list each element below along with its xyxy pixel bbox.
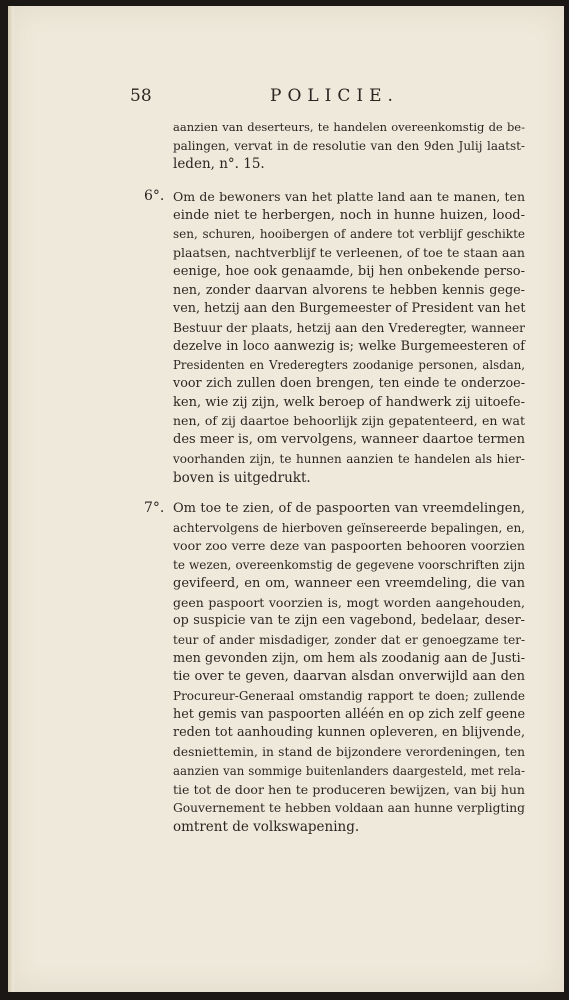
text-line: tie over te geven, daarvan alsdan onverwijld aan den (173, 669, 525, 685)
text-line: eenige, hoe ook genaamde, bij hen onbekende perso- (173, 263, 525, 279)
text-line: tie tot de door hen te produceren bewijzen, van bij hun (173, 781, 525, 797)
item-marker-7: 7°. (144, 500, 165, 516)
text-line: ken, wie zij zijn, welk beroep of handwerk zij uitoefe- (173, 394, 525, 410)
text-line: Gouvernement te hebben voldaan aan hunne verpligting (173, 801, 525, 816)
text-line: gevifeerd, en om, wanneer een vreemdeling, die van (173, 575, 525, 591)
text-line: het gemis van paspoorten alléén en op zich zelf geene (173, 706, 525, 722)
text-line: achtervolgens de hierboven geïnsereerde bepalingen, en, (173, 520, 525, 535)
text-line: op suspicie van te zijn een vagebond, bedelaar, deser- (173, 613, 525, 629)
text-line: Bestuur der plaats, hetzij aan den Vrederegter, wanneer (173, 320, 525, 335)
text-line: des meer is, om vervolgens, wanneer daartoe termen (173, 432, 525, 448)
text-line: teur of ander misdadiger, zonder dat er genoegzame ter- (173, 632, 525, 647)
text-line: nen, of zij daartoe behoorlijk zijn gepatenteerd, en wat (173, 413, 525, 429)
text-line: men gevonden zijn, om hem als zoodanig aan de Justi- (173, 650, 525, 666)
text-line: boven is uitgedrukt. (173, 469, 311, 486)
text-line: reden tot aanhouding kunnen opleveren, en blijvende, (173, 725, 525, 741)
page-header (130, 86, 530, 110)
paragraph-item-7 (173, 500, 525, 837)
text-line: voorhanden zijn, te hunnen aanzien te handelen als hier- (173, 451, 525, 466)
text-line: sen, schuren, hooibergen of andere tot verblijf geschikte (173, 227, 525, 242)
text-line: voor zoo verre deze van paspoorten behooren voorzien (173, 538, 525, 554)
text-line: plaatsen, nachtverblijf te verleenen, of toe te staan aan (173, 245, 525, 261)
page-number: 58 (130, 86, 152, 106)
text-line: einde niet te herbergen, noch in hunne huizen, lood- (173, 207, 525, 223)
page-gutter (8, 6, 14, 992)
text-line: leden, n°. 15. (173, 156, 265, 173)
text-line: desniettemin, in stand de bijzondere verordeningen, ten (173, 745, 525, 760)
paragraph-item-6 (173, 188, 525, 487)
text-line: te wezen, overeenkomstig de gegevene voorschriften zijn (173, 558, 525, 573)
paragraph-continuation (173, 118, 525, 174)
text-line: aanzien van deserteurs, te handelen overeenkomstig de be- (173, 120, 525, 134)
text-line: aanzien van sommige buitenlanders daargesteld, met rela- (173, 763, 525, 778)
running-title: POLICIE. (270, 86, 399, 106)
item-marker-6: 6°. (144, 188, 165, 204)
text-line: Om toe te zien, of de paspoorten van vreemdelingen, (173, 501, 525, 516)
text-line: Om de bewoners van het platte land aan te manen, ten (173, 189, 525, 204)
text-line: nen, zonder daarvan alvorens te hebben kennis gege- (173, 282, 525, 298)
text-line: ven, hetzij aan den Burgemeester of President van het (173, 301, 526, 317)
text-line: voor zich zullen doen brengen, ten einde te onderzoe- (173, 376, 525, 392)
text-line: Procureur-Generaal omstandig rapport te doen; zullende (173, 689, 525, 704)
text-line: palingen, vervat in de resolutie van den 9den Julij laatst- (173, 138, 525, 153)
text-line: omtrent de volkswapening. (173, 818, 360, 835)
text-line: Presidenten en Vrederegters zoodanige personen, alsdan, (173, 358, 525, 373)
text-line: dezelve in loco aanwezig is; welke Burgemeesteren of (173, 338, 525, 354)
text-line: geen paspoort voorzien is, mogt worden aangehouden, (173, 594, 525, 610)
